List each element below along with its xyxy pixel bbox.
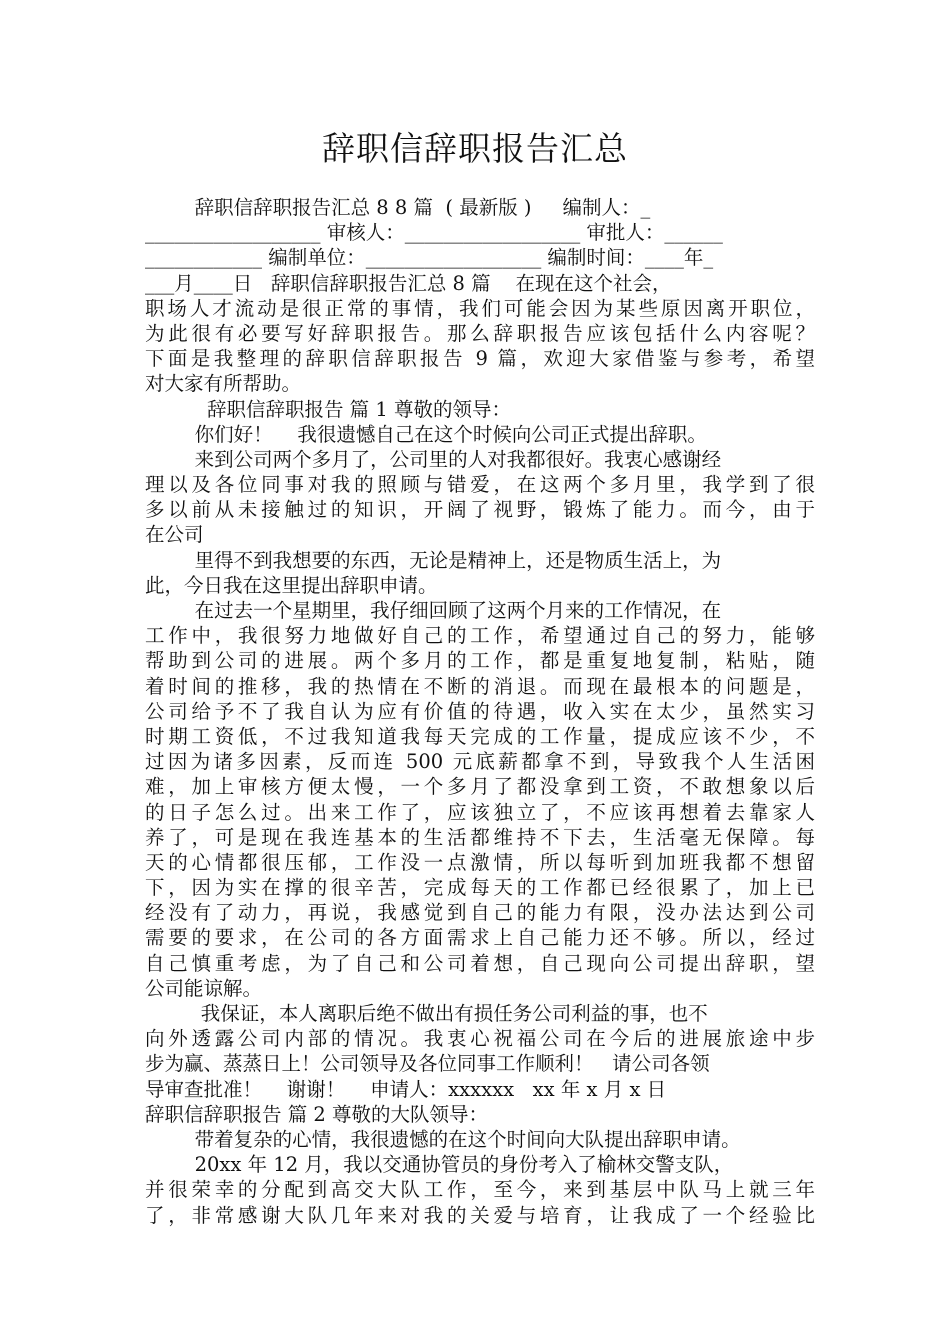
body-line: 着时间的推移，我的热情在不断的消退。而现在最根本的问题是， (145, 674, 815, 698)
body-line: 为此很有必要写好辞职报告。那么辞职报告应该包括什么内容呢？ (145, 321, 815, 345)
body-line: 需要的要求，在公司的各方面需求上自己能力还不够。所以，经过 (145, 926, 815, 950)
body-line: 向外透露公司内部的情况。我衷心祝福公司在今后的进展旅途中步 (145, 1027, 815, 1051)
body-line: 下面是我整理的辞职信辞职报告 9 篇，欢迎大家借鉴与参考，希望 (145, 347, 815, 371)
body-line: 时期工资低，不过我知道我每天完成的工作量，提成应该不少，不 (145, 724, 815, 748)
body-line: 辞职信辞职报告汇总 8 8 篇 ( 最新版 ) 编制人：_ (145, 196, 651, 219)
body-line: 多以前从未接触过的知识，开阔了视野，锻炼了能力。而今，由于 (145, 498, 815, 522)
body-line: 此，今日我在这里提出辞职申请。 (145, 573, 438, 597)
body-line: 自己慎重考虑，为了自己和公司着想，自己现向公司提出辞职，望 (145, 951, 815, 975)
body-line: 在过去一个星期里，我仔细回顾了这两个月来的工作情况，在 (145, 599, 722, 622)
body-line: 对大家有所帮助。 (145, 372, 302, 396)
document-title: 辞职信辞职报告汇总 (322, 129, 628, 168)
body-line: 下，因为实在撑的很辛苦，完成每天的工作都已经很累了，加上已 (145, 876, 815, 900)
body-line: 工作中，我很努力地做好自己的工作，希望通过自己的努力，能够 (145, 624, 815, 648)
document-body (145, 195, 815, 1228)
body-line: 理以及各位同事对我的照顾与错爱，在这两个多月里，我学到了很 (145, 473, 815, 497)
body-line: 帮助到公司的进展。两个多月的工作，都是重复地复制，粘贴，随 (145, 649, 815, 673)
body-line: 来到公司两个多月了，公司里的人对我都很好。我衷心感谢经 (145, 447, 722, 471)
body-line: 步为赢、蒸蒸日上！公司领导及各位同事工作顺利！ 请公司各领 (145, 1052, 710, 1076)
body-line: 经没有了动力，再说，我感觉到自己的能力有限，没办法达到公司 (145, 901, 815, 925)
body-line: ___月____日 辞职信辞职报告汇总 8 篇 在现在这个社会， (145, 271, 672, 295)
body-line: 公司给予不了我自认为应有价值的待遇，收入实在太少，虽然实习 (145, 699, 815, 723)
body-line: 导审查批准！ 谢谢！ 申请人：xxxxxx xx 年 x 月 x 日 (145, 1077, 667, 1101)
body-line: 职场人才流动是很正常的事情，我们可能会因为某些原因离开职位， (145, 296, 815, 320)
body-line: 在公司 (145, 523, 204, 547)
body-line: 了，非常感谢大队几年来对我的关爱与培育，让我成了一个经验比 (145, 1203, 815, 1227)
body-line: 天的心情都很压郁，工作没一点激情，所以每听到加班我都不想留 (145, 850, 815, 874)
body-line: 20xx 年 12 月，我以交通协管员的身份考入了榆林交警支队， (145, 1153, 734, 1177)
body-line: 辞职信辞职报告 篇 1 尊敬的领导： (145, 397, 511, 421)
body-line: 辞职信辞职报告 篇 2 尊敬的大队领导： (145, 1102, 489, 1126)
body-line: 你们好！ 我很遗憾自己在这个时候向公司正式提出辞职。 (145, 422, 707, 446)
body-line: 难，加上审核方便太慢，一个多月了都没拿到工资，不敢想象以后 (145, 775, 815, 799)
body-line: 过因为诸多因素，反而连 500 元底薪都拿不到，导致我个人生活困 (145, 750, 815, 774)
body-line: 的日子怎么过。出来工作了，应该独立了，不应该再想着去靠家人 (145, 800, 815, 824)
body-line: 公司能谅解。 (145, 976, 263, 1000)
body-line: ____________ 编制单位：__________________ 编制时间：____年_ (145, 246, 714, 270)
body-line: 带着复杂的心情，我很遗憾的在这个时间向大队提出辞职申请。 (145, 1127, 741, 1151)
body-line: __________________ 审核人：__________________ 审批人：______ (145, 221, 723, 245)
body-line: 养了，可是现在我连基本的生活都维持不下去，生活毫无保障。每 (145, 825, 815, 849)
body-line: 里得不到我想要的东西，无论是精神上，还是物质生活上，为 (145, 548, 722, 572)
body-line: 我保证，本人离职后绝不做出有损任务公司利益的事，也不 (145, 1002, 708, 1025)
body-line: 并很荣幸的分配到高交大队工作，至今，来到基层中队马上就三年 (145, 1178, 815, 1202)
